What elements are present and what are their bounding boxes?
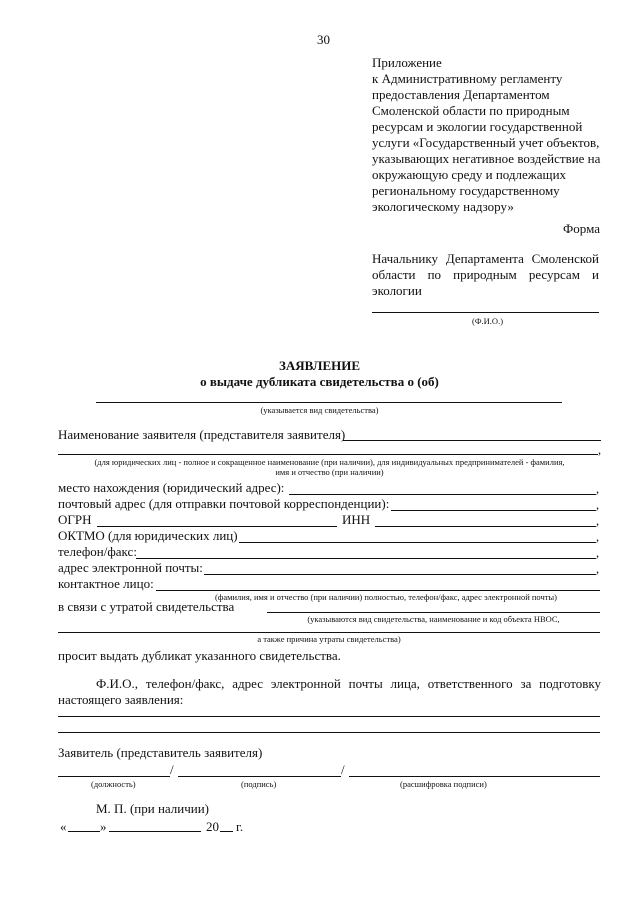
comma: , (596, 482, 600, 496)
comma: , (596, 530, 600, 544)
appendix-line: предоставления Департаментом (372, 87, 550, 102)
document-title: ЗАЯВЛЕНИЕ (278, 358, 361, 373)
request-text: просит выдать дубликат указанного свидетельства. (58, 648, 341, 663)
signature-caption: (подпись) (241, 779, 277, 789)
contact-field[interactable] (156, 590, 600, 591)
addressee-fio-line[interactable] (372, 312, 599, 313)
appendix-line: региональному государственному (372, 183, 560, 198)
date-close-quote: » (100, 819, 107, 834)
certificate-type-line[interactable] (96, 402, 562, 403)
applicant-name-caption-2: имя и отчество (при наличии) (275, 467, 384, 477)
loss-field[interactable] (267, 612, 600, 613)
oktmo-label: ОКТМО (для юридических лиц) (58, 528, 238, 543)
date-day-field[interactable] (68, 831, 100, 832)
inn-field[interactable] (375, 526, 596, 527)
appendix-block (372, 55, 600, 215)
addressee-fio-caption: (Ф.И.О.) (472, 316, 504, 326)
applicant-name-field[interactable] (343, 440, 601, 441)
date-year-field[interactable] (220, 831, 233, 832)
slash: / (341, 762, 345, 777)
comma: , (598, 443, 602, 457)
responsible-line-1: Ф.И.О., телефон/факс, адрес электронной почты лица, ответственного за подготовку (96, 676, 601, 691)
applicant-name-label: Наименование заявителя (представителя заявителя) (58, 427, 346, 442)
addressee-line-3: экологии (372, 283, 422, 298)
appendix-line: окружающую среду и подлежащих (372, 167, 567, 182)
page-number: 30 (317, 32, 330, 47)
ogrn-label: ОГРН (58, 512, 92, 527)
position-caption: (должность) (91, 779, 136, 789)
comma: , (596, 514, 600, 528)
location-field[interactable] (289, 494, 596, 495)
loss-label: в связи с утратой свидетельства (58, 599, 235, 614)
position-field[interactable] (58, 776, 170, 777)
slash: / (170, 762, 174, 777)
appendix-line: к Административному регламенту (372, 71, 563, 86)
signature-field[interactable] (178, 776, 341, 777)
email-field[interactable] (204, 574, 596, 575)
postal-label: почтовый адрес (для отправки почтовой корреспонденции): (58, 496, 390, 511)
email-label: адрес электронной почты: (58, 560, 203, 575)
contact-label: контактное лицо: (58, 576, 154, 591)
date-open-quote: « (60, 819, 67, 834)
loss-field-2[interactable] (58, 632, 600, 633)
responsible-field-1[interactable] (58, 716, 600, 717)
appendix-line: услуги «Государственный учет объектов, (372, 135, 600, 150)
signature-decode-caption: (расшифровка подписи) (400, 779, 487, 789)
applicant-signature-label: Заявитель (представитель заявителя) (58, 745, 263, 760)
oktmo-field[interactable] (239, 542, 596, 543)
ogrn-field[interactable] (97, 526, 337, 527)
signature-decode-field[interactable] (349, 776, 600, 777)
addressee-line-2: области по природным ресурсам и (372, 267, 599, 282)
appendix-line: Приложение (372, 55, 442, 70)
date-year-suffix: г. (236, 819, 244, 834)
phone-field[interactable] (136, 558, 596, 559)
location-label: место нахождения (юридический адрес): (58, 480, 285, 495)
appendix-line: указывающих негативное воздействие на (372, 151, 601, 166)
comma: , (596, 546, 600, 560)
appendix-line: ресурсам и экологии государственной (372, 119, 583, 134)
applicant-name-caption-1: (для юридических лиц - полное и сокращенное наименование (при наличии), для индивидуальных предпринимателей - фамилия, (94, 457, 565, 467)
appendix-line: Смоленской области по природным (372, 103, 570, 118)
contact-caption: (фамилия, имя и отчество (при наличии) полностью, телефон/факс, адрес электронной почты) (215, 592, 557, 602)
document-subtitle: о выдаче дубликата свидетельства о (об) (200, 374, 439, 389)
addressee-line-1: Начальнику Департамента Смоленской (372, 251, 599, 266)
stamp-label: М. П. (при наличии) (96, 801, 210, 816)
loss-caption-2: а также причина утраты свидетельства) (257, 634, 401, 644)
applicant-name-field-2[interactable] (58, 454, 598, 455)
date-month-field[interactable] (109, 831, 201, 832)
phone-label: телефон/факс: (58, 544, 137, 559)
postal-field[interactable] (391, 510, 596, 511)
comma: , (596, 498, 600, 512)
date-year-prefix: 20 (206, 819, 219, 834)
inn-label: ИНН (342, 512, 371, 527)
form-label: Форма (563, 221, 600, 236)
responsible-field-2[interactable] (58, 732, 600, 733)
appendix-line: экологическому надзору» (372, 199, 514, 214)
certificate-type-caption: (указывается вид свидетельства) (260, 405, 379, 415)
comma: , (596, 562, 600, 576)
responsible-line-2: настоящего заявления: (58, 692, 184, 707)
loss-caption: (указываются вид свидетельства, наименование и код объекта НВОС, (307, 614, 560, 624)
